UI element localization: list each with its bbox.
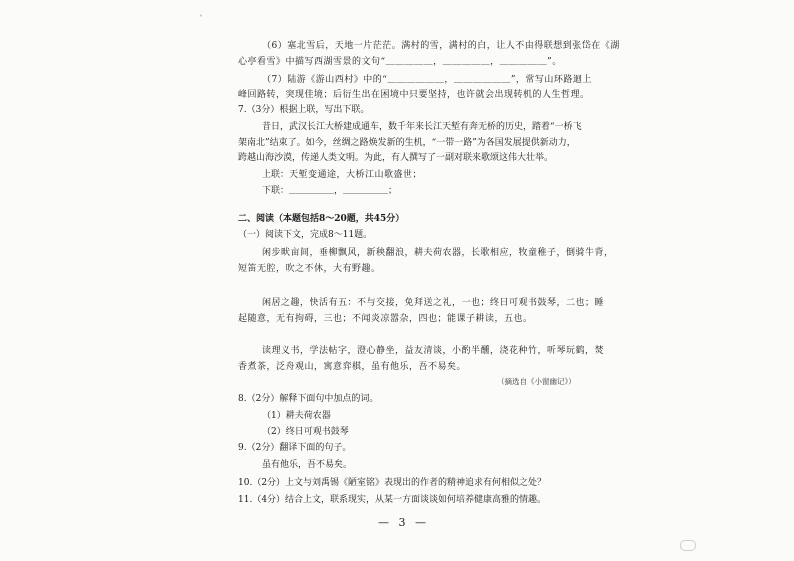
upper-couplet-label: 上联： bbox=[262, 170, 290, 180]
corner-mark: ' bbox=[200, 14, 202, 22]
q7-title: 7.（3分）根据上联，写出下联。 bbox=[238, 105, 370, 115]
upper-couplet bbox=[262, 169, 422, 181]
q8-item-2: （2）终日可观书鼓琴 bbox=[262, 427, 349, 437]
passage-1-line-2: 短笛无腔，吹之不休，大有野趣。 bbox=[238, 264, 381, 274]
watermark bbox=[680, 540, 699, 551]
q9-item: 虽有他乐，吾不易矣。 bbox=[262, 460, 353, 470]
watermark-logo-icon bbox=[680, 540, 696, 551]
passage-3-line-1: 读理义书，学法帖字，澄心静坐，益友清谈，小酌半醺，浇花种竹，听琴玩鹤，焚 bbox=[262, 346, 605, 356]
passage-source: （摘选自《小窗幽记》） bbox=[497, 377, 576, 386]
q8-title: 8.（2分）解释下面句中加点的词。 bbox=[238, 394, 379, 404]
lower-couplet-blank: ＿＿＿＿＿，＿＿＿＿＿； bbox=[289, 186, 398, 196]
q7-body-3: 跨越山海沙漠，传递人类文明。为此，有人撰写了一副对联来歌颂这伟大壮举。 bbox=[238, 153, 554, 163]
q7-body-2: 架南北”结束了。如今，丝绸之路焕发新的生机，“一带一路”为各国发展提供新动力， bbox=[238, 138, 576, 148]
passage-2-line-2: 起随意，无有拘碍，三也；不闻炎凉嚣杂，四也；能课子耕读，五也。 bbox=[238, 314, 533, 324]
upper-couplet-text: 天堑变通途，大桥江山歌盛世； bbox=[289, 170, 423, 180]
passage-1-line-1: 闲步畎亩间，垂柳飘风，新秧翻浪，耕夫荷农器，长歌相应，牧童稚子，倒骑牛背， bbox=[262, 248, 614, 258]
q11: 11.（4分）结合上文，联系现实，从某一方面谈谈如何培养健康高雅的情趣。 bbox=[238, 495, 547, 505]
q7-poem-line-2: 峰回路转，突现佳境；后衍生出在困境中只要坚持，也许就会出现转机的人生哲理。 bbox=[238, 90, 590, 100]
passage-2-line-1: 闲居之趣，快活有五：不与交接，免拜送之礼，一也；终日可观书鼓琴，二也；睡 bbox=[262, 298, 605, 308]
q7-body-1: 昔日，武汉长江大桥建成通车，数千年来长江天堑有奔无桥的历史，踏着“一桥飞 bbox=[262, 122, 582, 132]
q8-item-1: （1）耕夫荷农器 bbox=[262, 411, 331, 421]
q6-line-1: （6）塞北雪后，天地一片茫茫。满村的雪，满村的白，让人不由得联想到张岱在《湖 bbox=[262, 41, 620, 51]
sub-title: （一）阅读下文，完成8～11题。 bbox=[238, 230, 373, 240]
page-number: — 3 — bbox=[378, 516, 429, 529]
section-title: 二、阅读（本题包括8～20题，共45分） bbox=[238, 214, 405, 224]
q7-poem-line-1: （7）陆游《游山西村》中的“＿＿＿＿＿＿，＿＿＿＿＿＿”，常写山环路迴上 bbox=[262, 75, 592, 85]
lower-couplet-label: 下联： bbox=[262, 186, 290, 196]
lower-couplet bbox=[262, 185, 397, 197]
q9-title: 9.（2分）翻译下面的句子。 bbox=[238, 443, 352, 453]
q6-line-2: 心亭看雪》中描写西湖雪景的文句“＿＿＿＿＿，＿＿＿＿＿，＿＿＿＿＿”。 bbox=[238, 57, 562, 67]
passage-3-line-2: 香煮茶，泛舟观山，寓意弈棋，虽有他乐，吾不易矣。 bbox=[238, 362, 467, 372]
q10: 10.（2分）上文与刘禹锡《陋室铭》表现出的作者的精神追求有何相似之处？ bbox=[238, 478, 547, 488]
